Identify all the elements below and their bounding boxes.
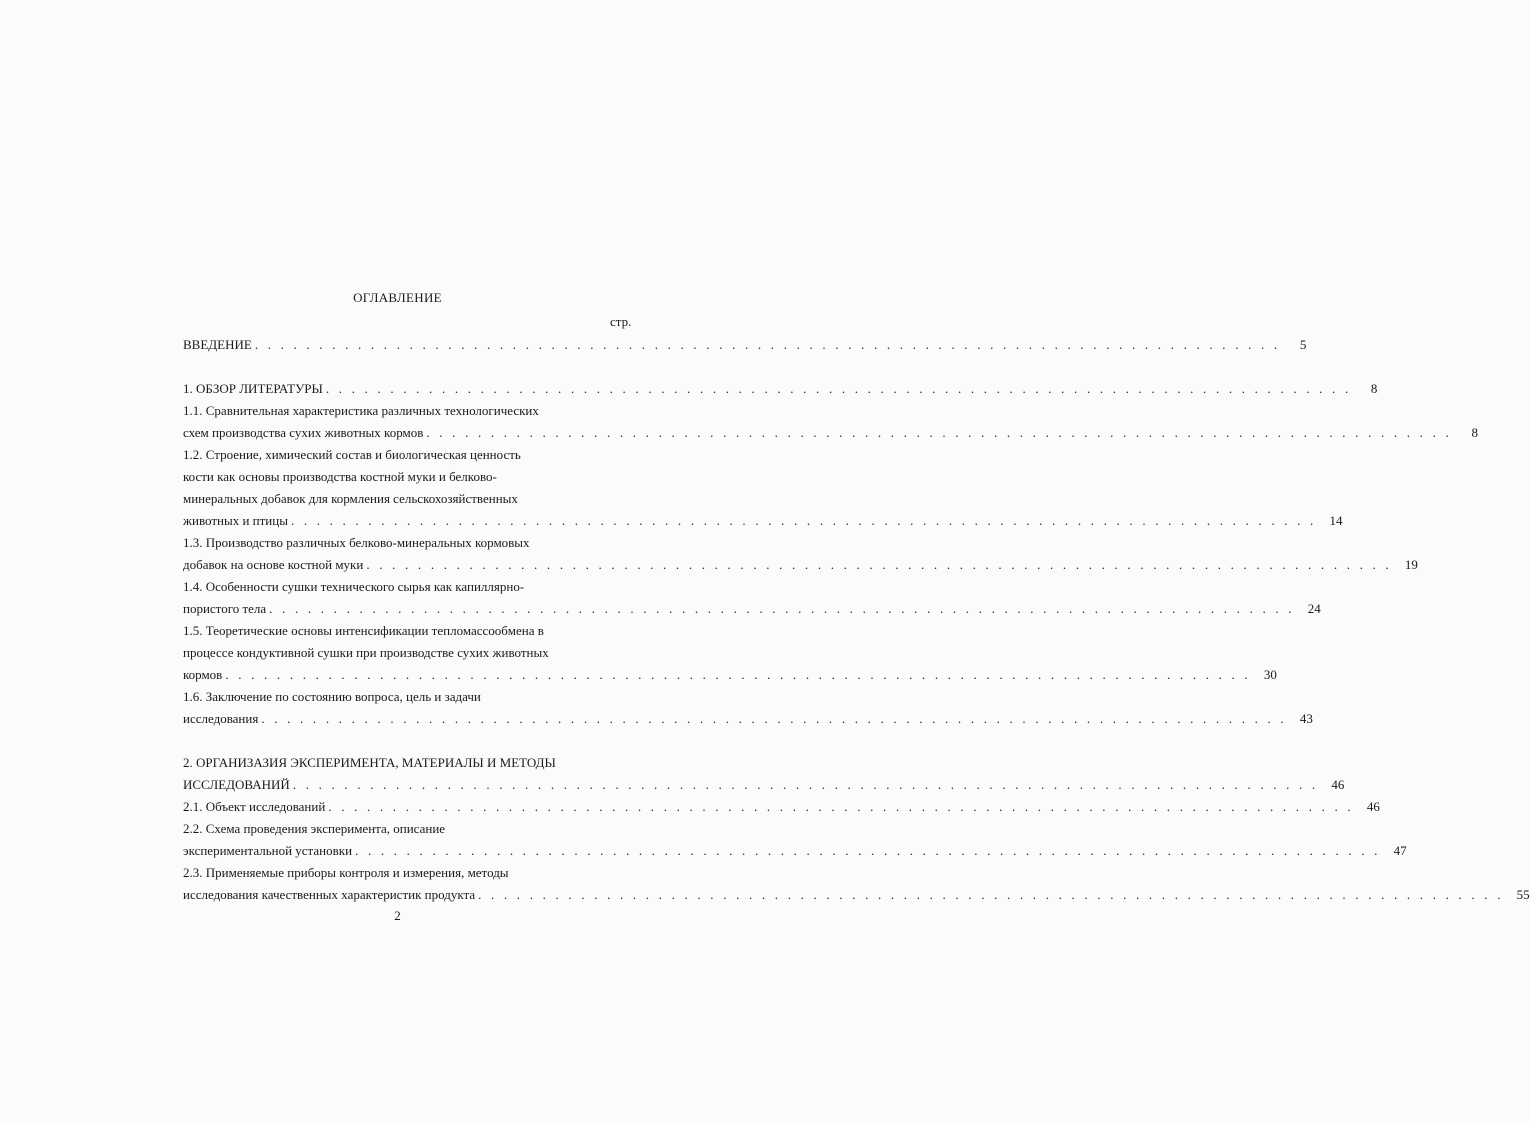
toc-entry-line	[183, 774, 1345, 796]
toc-entry	[183, 576, 1321, 620]
toc-entry-title: ИССЛЕДОВАНИЙ	[183, 777, 290, 792]
toc-entry-line	[183, 884, 1530, 906]
toc-entry-title: добавок на основе костной муки	[183, 557, 364, 572]
page-title: ОГЛАВЛЕНИЕ	[353, 290, 442, 305]
dot-leader: . . . . . . . . . . . . . . . . . . . . . . . . . . . . . . . . . . . . . . . . . . . . . . . . . . . . . . . . . . . . . . . . . . . . . . . . . . . . . . . .	[426, 425, 1452, 440]
toc-entry-title: исследования качественных характеристик продукта	[183, 887, 476, 902]
toc-entry-line	[183, 796, 1380, 818]
toc-entry-text-line: 1.2. Строение, химический состав и биологическая ценность	[183, 447, 521, 462]
toc-entry-page: 43	[1299, 711, 1313, 726]
toc-entry-page: 5	[1299, 337, 1307, 352]
dot-leader: . . . . . . . . . . . . . . . . . . . . . . . . . . . . . . . . . . . . . . . . . . . . . . . . . . . . . . . . . . . . . . . . . . . . . . . . . . . . . . . .	[366, 557, 1392, 572]
toc-entry-text-line: кости как основы производства костной муки и белково-	[183, 469, 497, 484]
toc-entry-title: исследования	[183, 711, 259, 726]
toc-entry-title: 1. ОБЗОР ЛИТЕРАТУРЫ	[183, 381, 323, 396]
toc-entry-title: экспериментальной установки	[183, 843, 353, 858]
toc-entry-text-line: процессе кондуктивной сушки при производстве сухих животных	[183, 645, 549, 660]
toc-entry	[183, 686, 1313, 730]
toc-entry	[183, 378, 1378, 400]
dot-leader: . . . . . . . . . . . . . . . . . . . . . . . . . . . . . . . . . . . . . . . . . . . . . . . . . . . . . . . . . . . . . . . . . . . . . . . . . . . . . . . .	[290, 513, 1317, 528]
toc-entry-text-line: 1.1. Сравнительная характеристика различных технологических	[183, 403, 539, 418]
toc-entry-page: 24	[1307, 601, 1321, 616]
toc-entry-page: 19	[1404, 557, 1418, 572]
dot-leader: . . . . . . . . . . . . . . . . . . . . . . . . . . . . . . . . . . . . . . . . . . . . . . . . . . . . . . . . . . . . . . . . . . . . . . . . . . . . . . . .	[328, 799, 1354, 814]
toc-entry-title: пористого тела	[183, 601, 267, 616]
toc-entry	[183, 444, 1343, 532]
toc-entry-title: животных и птицы	[183, 513, 288, 528]
dot-leader: . . . . . . . . . . . . . . . . . . . . . . . . . . . . . . . . . . . . . . . . . . . . . . . . . . . . . . . . . . . . . . . . . . . . . . . . . . . . . . . .	[325, 381, 1352, 396]
toc-entry	[183, 752, 1345, 796]
toc-entry-page: 14	[1329, 513, 1343, 528]
toc-entry-title: кормов	[183, 667, 223, 682]
toc-entry-page: 55	[1516, 887, 1530, 902]
toc-entry-page: 46	[1366, 799, 1380, 814]
toc-entry-text-line: 1.6. Заключение по состоянию вопроса, цель и задачи	[183, 689, 481, 704]
toc-entry	[183, 620, 1277, 686]
toc-entry-page: 8	[1471, 425, 1478, 440]
toc-entry-line	[183, 664, 1277, 686]
toc-entry-line	[183, 840, 1407, 862]
toc-entry	[183, 334, 1307, 356]
toc-entry	[183, 862, 1530, 906]
toc-entry-page: 46	[1331, 777, 1345, 792]
toc-entry-text-line: 1.3. Производство различных белково-минеральных кормовых	[183, 535, 530, 550]
toc-entry-line	[183, 554, 1418, 576]
page-number: 2	[394, 908, 401, 923]
toc-entry	[183, 796, 1380, 818]
toc-entry-text-line: 2.3. Применяемые приборы контроля и измерения, методы	[183, 865, 509, 880]
dot-leader: . . . . . . . . . . . . . . . . . . . . . . . . . . . . . . . . . . . . . . . . . . . . . . . . . . . . . . . . . . . . . . . . . . . . . . . . . . . . . . . .	[254, 337, 1281, 352]
toc-entry	[183, 400, 1478, 444]
toc-entry-title: 2.1. Объект исследований	[183, 799, 326, 814]
dot-leader: . . . . . . . . . . . . . . . . . . . . . . . . . . . . . . . . . . . . . . . . . . . . . . . . . . . . . . . . . . . . . . . . . . . . . . . . . . . . . . . .	[292, 777, 1319, 792]
toc-entry-text-line: 2.2. Схема проведения эксперимента, описание	[183, 821, 446, 836]
toc-entry-page: 47	[1393, 843, 1407, 858]
toc-entry-text-line: 1.4. Особенности сушки технического сырья как капиллярно-	[183, 579, 525, 594]
toc-entry-text-line: 1.5. Теоретические основы интенсификации тепломассообмена в	[183, 623, 544, 638]
toc-entry-page: 30	[1263, 667, 1277, 682]
toc-entry-line	[183, 334, 1307, 356]
dot-leader: . . . . . . . . . . . . . . . . . . . . . . . . . . . . . . . . . . . . . . . . . . . . . . . . . . . . . . . . . . . . . . . . . . . . . . . . . . . . . . . .	[355, 843, 1381, 858]
toc-entry-line	[183, 708, 1313, 730]
toc-entry	[183, 818, 1407, 862]
toc-entry-page: 8	[1370, 381, 1378, 396]
table-of-contents	[183, 334, 1530, 906]
toc-entry-title: ВВЕДЕНИЕ	[183, 337, 252, 352]
dot-leader: . . . . . . . . . . . . . . . . . . . . . . . . . . . . . . . . . . . . . . . . . . . . . . . . . . . . . . . . . . . . . . . . . . . . . . . . . . . . . . . .	[478, 887, 1504, 902]
toc-entry-line	[183, 510, 1343, 532]
toc-entry-title: схем производства сухих животных кормов	[183, 425, 424, 440]
toc-entry-line	[183, 378, 1378, 400]
page-column-label: стр.	[610, 314, 632, 329]
dot-leader: . . . . . . . . . . . . . . . . . . . . . . . . . . . . . . . . . . . . . . . . . . . . . . . . . . . . . . . . . . . . . . . . . . . . . . . . . . . . . . . .	[261, 711, 1287, 726]
toc-entry	[183, 532, 1418, 576]
toc-entry-line	[183, 598, 1321, 620]
dot-leader: . . . . . . . . . . . . . . . . . . . . . . . . . . . . . . . . . . . . . . . . . . . . . . . . . . . . . . . . . . . . . . . . . . . . . . . . . . . . . . . .	[269, 601, 1295, 616]
toc-entry-text-line: 2. ОРГАНИЗАЗИЯ ЭКСПЕРИМЕНТА, МАТЕРИАЛЫ И МЕТОДЫ	[183, 755, 556, 770]
toc-entry-line	[183, 422, 1478, 444]
toc-entry-text-line: минеральных добавок для кормления сельскохозяйственных	[183, 491, 518, 506]
dot-leader: . . . . . . . . . . . . . . . . . . . . . . . . . . . . . . . . . . . . . . . . . . . . . . . . . . . . . . . . . . . . . . . . . . . . . . . . . . . . . . . .	[225, 667, 1251, 682]
